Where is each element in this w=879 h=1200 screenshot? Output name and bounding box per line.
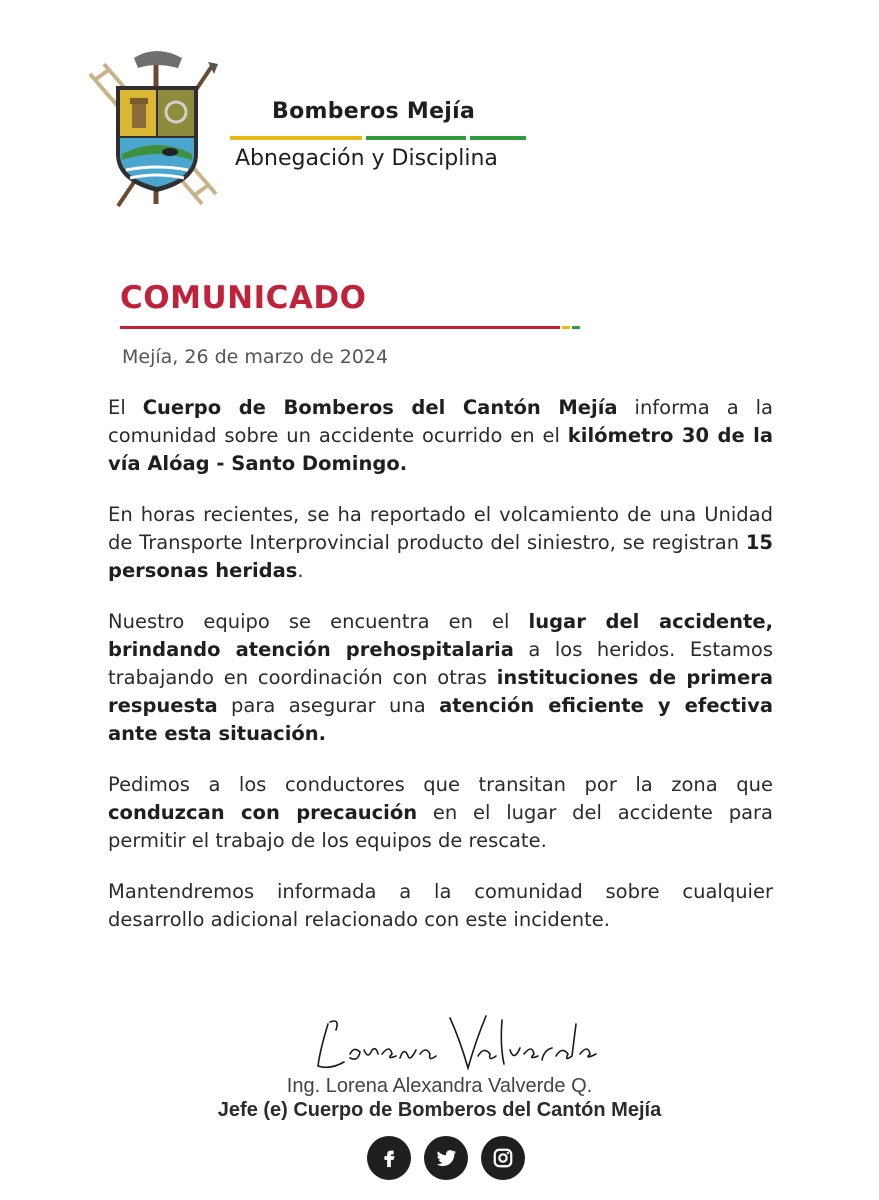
document-date: Mejía, 26 de marzo de 2024	[122, 346, 389, 368]
p1-bold-b: Cuerpo de Bomberos del Cantón Mejía	[142, 396, 618, 419]
signatory-position: Jefe (e) Cuerpo de Bomberos del Cantón Mejía	[217, 1099, 662, 1121]
org-name: Bomberos Mejía	[272, 99, 476, 124]
p2-bold-b: 15 personas heridas	[108, 531, 773, 582]
p2-text-c: .	[297, 559, 304, 582]
p3-bold-d: instituciones de primera respuesta	[108, 666, 773, 717]
p3-text-a: Nuestro equipo se encuentra en el	[108, 610, 529, 633]
facebook-icon[interactable]	[367, 1136, 411, 1180]
bomberos-crest-logo	[82, 44, 232, 214]
p3-text-e: para asegurar una	[217, 694, 440, 717]
paragraph-4	[108, 771, 773, 855]
p3-bold-b: lugar del accidente, brindando atención prehospitalaria	[108, 610, 773, 661]
instagram-icon[interactable]	[481, 1136, 525, 1180]
p1-text-c: informa a la comunidad sobre un accidente ocurrido en el	[108, 396, 774, 447]
social-links	[367, 1136, 525, 1180]
org-tagline: Abnegación y Disciplina	[235, 146, 498, 171]
handwritten-signature	[300, 1010, 600, 1080]
p1-text-a: El	[108, 396, 143, 419]
paragraph-5: Mantendremos informada a la comunidad sobre cualquier desarrollo adicional relacionado con este incidente.	[108, 880, 773, 931]
p4-text-a: Pedimos a los conductores que transitan por la zona que	[108, 773, 773, 796]
p3-text-c: a los heridos. Estamos trabajando en coordinación con otras	[108, 638, 773, 689]
p2-text-a: En horas recientes, se ha reportado el volcamiento de una Unidad de Transporte Interprovincial producto del siniestro, se registran	[108, 503, 773, 554]
signatory-name: Ing. Lorena Alexandra Valverde Q.	[286, 1075, 593, 1097]
title-underline	[120, 326, 582, 329]
twitter-icon[interactable]	[424, 1136, 468, 1180]
p4-bold-b: conduzcan con precaución	[108, 801, 418, 824]
p4-text-c: en el lugar del accidente para permitir el trabajo de los equipos de rescate.	[108, 801, 774, 852]
p1-bold-d: kilómetro 30 de la vía Alóag - Santo Domingo.	[108, 424, 773, 475]
header-tricolor-rule	[230, 136, 526, 140]
paragraph-1	[108, 394, 773, 478]
document-body	[108, 394, 773, 957]
document-title: COMUNICADO	[120, 280, 367, 316]
paragraph-3	[108, 608, 773, 748]
p3-bold-f: atención eficiente y efectiva ante esta situación.	[108, 694, 773, 745]
paragraph-2	[108, 501, 773, 585]
